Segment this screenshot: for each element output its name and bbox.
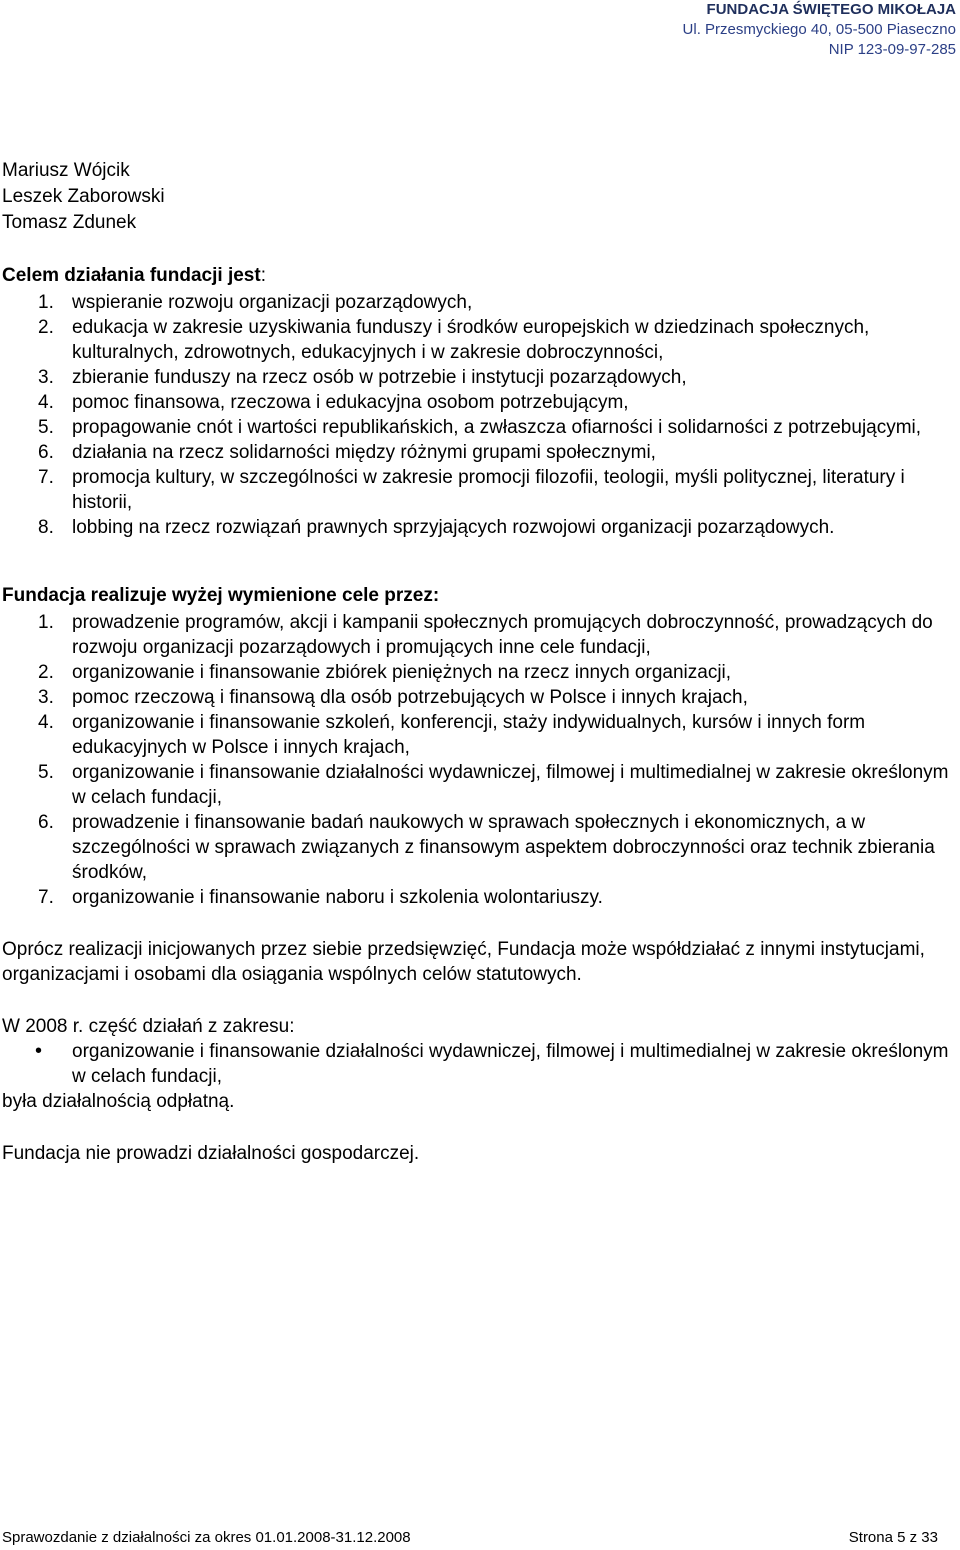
paid-activity-intro: W 2008 r. część działań z zakresu: xyxy=(2,1016,295,1037)
document-body xyxy=(2,158,954,1166)
goals-list xyxy=(2,290,954,540)
letterhead xyxy=(356,0,956,60)
org-nip: NIP 123-09-97-285 xyxy=(828,41,956,58)
list-item: 6. prowadzenie i finansowanie badań naukowych w sprawach społecznych i ekonomicznych, a w szczególności w sprawach związanych z finansowym aspektem dobroczynności oraz technik zbierania środków, xyxy=(38,812,935,883)
list-item: 1. wspieranie rozwoju organizacji pozarządowych, xyxy=(38,292,473,313)
list-item: 5. organizowanie i finansowanie działalności wydawniczej, filmowej i multimedialnej w zakresie określonym w celach fundacji, xyxy=(38,762,949,808)
page-footer xyxy=(2,1528,938,1548)
list-item: 8. lobbing na rzecz rozwiązań prawnych sprzyjających rozwojowi organizacji pozarządowych. xyxy=(38,517,835,538)
list-item: 5. propagowanie cnót i wartości republikańskich, a zwłaszcza ofiarności i solidarności z potrzebującymi, xyxy=(38,417,922,438)
paid-activity-item xyxy=(2,1039,954,1089)
org-name: FUNDACJA ŚWIĘTEGO MIKOŁAJA xyxy=(706,1,956,18)
board-member-name: Mariusz Wójcik xyxy=(2,160,130,181)
business-statement: Fundacja nie prowadzi działalności gospodarczej. xyxy=(2,1143,420,1164)
list-item: 4. pomoc finansowa, rzeczowa i edukacyjna osobom potrzebującym, xyxy=(38,392,629,413)
list-item: 4. organizowanie i finansowanie szkoleń, konferencji, staży indywidualnych, kursów i innych form edukacyjnych w Polsce i innych krajach, xyxy=(38,712,866,758)
list-item: 1. prowadzenie programów, akcji i kampanii społecznych promujących dobroczynność, prowadzących do rozwoju organizacji pozarządowych i promujących inne cele fundacji, xyxy=(38,612,933,658)
cooperation-paragraph: Oprócz realizacji inicjowanych przez siebie przedsięwzięć, Fundacja może współdziałać z innymi instytucjami, organizacjami i osobami dla osiągania wspólnych celów statutowych. xyxy=(2,939,925,985)
realization-heading: Fundacja realizuje wyżej wymienione cele przez: xyxy=(2,585,440,606)
board-member-name: Tomasz Zdunek xyxy=(2,212,137,233)
list-item: 6. działania na rzecz solidarności między różnymi grupami społecznymi, xyxy=(38,442,656,463)
board-names xyxy=(2,158,954,236)
list-item: 2. edukacja w zakresie uzyskiwania funduszy i środków europejskich w dziedzinach społecznych, kulturalnych, zdrowotnych, edukacyjnych i w zakresie dobroczynności, xyxy=(38,317,870,363)
page-number: Strona 5 z 33 xyxy=(848,1529,938,1546)
report-period: Sprawozdanie z działalności za okres 01.01.2008-31.12.2008 xyxy=(2,1529,411,1546)
paid-activity-text: organizowanie i finansowanie działalności wydawniczej, filmowej i multimedialnej w zakresie określonym w celach fundacji, xyxy=(72,1041,949,1087)
list-item: 7. organizowanie i finansowanie naboru i szkolenia wolontariuszy. xyxy=(38,887,603,908)
bullet-icon: • xyxy=(35,1040,43,1062)
list-item: 7. promocja kultury, w szczególności w zakresie promocji filozofii, teologii, myśli politycznej, literatury i historii, xyxy=(38,467,905,513)
board-member-name: Leszek Zaborowski xyxy=(2,186,165,207)
list-item: 2. organizowanie i finansowanie zbiórek pieniężnych na rzecz innych organizacji, xyxy=(38,662,732,683)
org-address: Ul. Przesmyckiego 40, 05-500 Piaseczno xyxy=(682,21,956,38)
paid-activity-outro: była działalnością odpłatną. xyxy=(2,1091,235,1112)
goals-heading: Celem działania fundacji jest: xyxy=(2,265,266,286)
list-item: 3. zbieranie funduszy na rzecz osób w potrzebie i instytucji pozarządowych, xyxy=(38,367,687,388)
list-item: 3. pomoc rzeczową i finansową dla osób potrzebujących w Polsce i innych krajach, xyxy=(38,687,748,708)
realization-list xyxy=(2,610,954,910)
